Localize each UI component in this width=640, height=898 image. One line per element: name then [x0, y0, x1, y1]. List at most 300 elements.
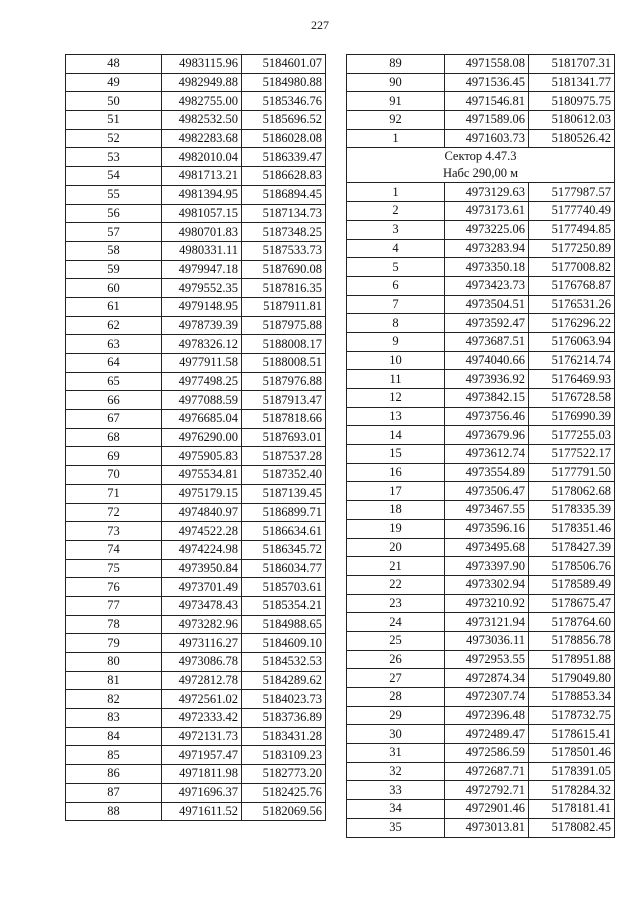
x-coordinate-cell: 4973504.51 — [445, 295, 529, 314]
x-coordinate-cell: 4977911.58 — [162, 354, 242, 373]
y-coordinate-cell: 5176728.58 — [529, 389, 615, 408]
x-coordinate-cell: 4973210.92 — [445, 594, 529, 613]
x-coordinate-cell: 4971811.98 — [162, 765, 242, 784]
point-number-cell: 67 — [66, 410, 162, 429]
x-coordinate-cell: 4973225.06 — [445, 220, 529, 239]
point-number-cell: 88 — [66, 802, 162, 821]
point-number-cell: 50 — [66, 92, 162, 111]
table-row — [347, 538, 615, 557]
table-row — [347, 111, 615, 130]
point-number-cell: 56 — [66, 204, 162, 223]
table-row — [66, 522, 326, 541]
y-coordinate-cell: 5183736.89 — [242, 709, 326, 728]
table-row — [66, 55, 326, 74]
table-row — [66, 765, 326, 784]
point-number-cell: 17 — [347, 482, 445, 501]
y-coordinate-cell: 5176063.94 — [529, 332, 615, 351]
point-number-cell: 57 — [66, 223, 162, 242]
x-coordinate-cell: 4973950.84 — [162, 559, 242, 578]
x-coordinate-cell: 4975905.83 — [162, 447, 242, 466]
point-number-cell: 64 — [66, 354, 162, 373]
point-number-cell: 84 — [66, 727, 162, 746]
x-coordinate-cell: 4973679.96 — [445, 426, 529, 445]
point-number-cell: 19 — [347, 519, 445, 538]
y-coordinate-cell: 5184980.88 — [242, 73, 326, 92]
point-number-cell: 65 — [66, 372, 162, 391]
table-row — [347, 445, 615, 464]
table-row — [347, 501, 615, 520]
y-coordinate-cell: 5186899.71 — [242, 503, 326, 522]
y-coordinate-cell: 5184023.73 — [242, 690, 326, 709]
x-coordinate-cell: 4973283.94 — [445, 239, 529, 258]
x-coordinate-cell: 4973478.43 — [162, 596, 242, 615]
x-coordinate-cell: 4972489.47 — [445, 725, 529, 744]
x-coordinate-cell: 4973173.61 — [445, 202, 529, 221]
table-row — [66, 727, 326, 746]
point-number-cell: 20 — [347, 538, 445, 557]
y-coordinate-cell: 5187818.66 — [242, 410, 326, 429]
table-row — [66, 634, 326, 653]
x-coordinate-cell: 4973116.27 — [162, 634, 242, 653]
point-number-cell: 22 — [347, 575, 445, 594]
table-row — [66, 297, 326, 316]
y-coordinate-cell: 5178732.75 — [529, 706, 615, 725]
x-coordinate-cell: 4979947.18 — [162, 260, 242, 279]
y-coordinate-cell: 5188008.17 — [242, 335, 326, 354]
x-coordinate-cell: 4983115.96 — [162, 55, 242, 74]
point-number-cell: 7 — [347, 295, 445, 314]
point-number-cell: 1 — [347, 129, 445, 148]
y-coordinate-cell: 5178764.60 — [529, 613, 615, 632]
x-coordinate-cell: 4972687.71 — [445, 762, 529, 781]
x-coordinate-cell: 4973397.90 — [445, 557, 529, 576]
point-number-cell: 60 — [66, 279, 162, 298]
x-coordinate-cell: 4973086.78 — [162, 653, 242, 672]
table-row — [66, 92, 326, 111]
y-coordinate-cell: 5178181.41 — [529, 800, 615, 819]
x-coordinate-cell: 4971611.52 — [162, 802, 242, 821]
table-row — [347, 800, 615, 819]
x-coordinate-cell: 4979148.95 — [162, 297, 242, 316]
table-row — [66, 615, 326, 634]
point-number-cell: 4 — [347, 239, 445, 258]
y-coordinate-cell: 5187533.73 — [242, 241, 326, 260]
y-coordinate-cell: 5178501.46 — [529, 744, 615, 763]
point-number-cell: 16 — [347, 463, 445, 482]
point-number-cell: 71 — [66, 484, 162, 503]
x-coordinate-cell: 4982949.88 — [162, 73, 242, 92]
x-coordinate-cell: 4980701.83 — [162, 223, 242, 242]
table-row — [66, 148, 326, 167]
point-number-cell: 77 — [66, 596, 162, 615]
table-row — [66, 653, 326, 672]
x-coordinate-cell: 4982532.50 — [162, 111, 242, 130]
table-row — [347, 295, 615, 314]
y-coordinate-cell: 5178082.45 — [529, 818, 615, 837]
x-coordinate-cell: 4973506.47 — [445, 482, 529, 501]
table-row — [347, 613, 615, 632]
x-coordinate-cell: 4971957.47 — [162, 746, 242, 765]
x-coordinate-cell: 4973756.46 — [445, 407, 529, 426]
point-number-cell: 51 — [66, 111, 162, 130]
y-coordinate-cell: 5178284.32 — [529, 781, 615, 800]
y-coordinate-cell: 5176214.74 — [529, 351, 615, 370]
table-row — [66, 316, 326, 335]
sector-heading — [347, 148, 615, 183]
y-coordinate-cell: 5186339.47 — [242, 148, 326, 167]
table-row — [66, 185, 326, 204]
table-row — [347, 202, 615, 221]
table-row — [66, 802, 326, 821]
y-coordinate-cell: 5185703.61 — [242, 578, 326, 597]
y-coordinate-cell: 5178335.39 — [529, 501, 615, 520]
x-coordinate-cell: 4973013.81 — [445, 818, 529, 837]
table-row — [66, 204, 326, 223]
point-number-cell: 14 — [347, 426, 445, 445]
point-number-cell: 79 — [66, 634, 162, 653]
table-row — [347, 239, 615, 258]
y-coordinate-cell: 5182425.76 — [242, 783, 326, 802]
point-number-cell: 3 — [347, 220, 445, 239]
y-coordinate-cell: 5187976.88 — [242, 372, 326, 391]
x-coordinate-cell: 4977498.25 — [162, 372, 242, 391]
x-coordinate-cell: 4974040.66 — [445, 351, 529, 370]
sector-heading-row — [347, 148, 615, 183]
point-number-cell: 26 — [347, 650, 445, 669]
point-number-cell: 48 — [66, 55, 162, 74]
x-coordinate-cell: 4974522.28 — [162, 522, 242, 541]
y-coordinate-cell: 5181707.31 — [529, 55, 615, 74]
point-number-cell: 1 — [347, 183, 445, 202]
y-coordinate-cell: 5181341.77 — [529, 73, 615, 92]
table-row — [347, 276, 615, 295]
x-coordinate-cell: 4971546.81 — [445, 92, 529, 111]
point-number-cell: 78 — [66, 615, 162, 634]
table-row — [66, 260, 326, 279]
x-coordinate-cell: 4976685.04 — [162, 410, 242, 429]
y-coordinate-cell: 5177494.85 — [529, 220, 615, 239]
x-coordinate-cell: 4972953.55 — [445, 650, 529, 669]
point-number-cell: 55 — [66, 185, 162, 204]
point-number-cell: 91 — [347, 92, 445, 111]
y-coordinate-cell: 5185346.76 — [242, 92, 326, 111]
x-coordinate-cell: 4973121.94 — [445, 613, 529, 632]
table-row — [66, 578, 326, 597]
table-row — [347, 370, 615, 389]
point-number-cell: 12 — [347, 389, 445, 408]
point-number-cell: 11 — [347, 370, 445, 389]
table-row — [66, 279, 326, 298]
x-coordinate-cell: 4976290.00 — [162, 428, 242, 447]
page-number: 227 — [311, 18, 329, 32]
y-coordinate-cell: 5184601.07 — [242, 55, 326, 74]
y-coordinate-cell: 5177255.03 — [529, 426, 615, 445]
y-coordinate-cell: 5178951.88 — [529, 650, 615, 669]
table-row — [347, 463, 615, 482]
x-coordinate-cell: 4981057.15 — [162, 204, 242, 223]
point-number-cell: 82 — [66, 690, 162, 709]
x-coordinate-cell: 4971696.37 — [162, 783, 242, 802]
x-coordinate-cell: 4972307.74 — [445, 688, 529, 707]
point-number-cell: 18 — [347, 501, 445, 520]
table-row — [66, 241, 326, 260]
coordinates-table-left — [65, 54, 326, 821]
point-number-cell: 24 — [347, 613, 445, 632]
point-number-cell: 49 — [66, 73, 162, 92]
sector-title: Сектор 4.47.3 — [444, 149, 517, 164]
x-coordinate-cell: 4973302.94 — [445, 575, 529, 594]
y-coordinate-cell: 5180612.03 — [529, 111, 615, 130]
point-number-cell: 35 — [347, 818, 445, 837]
table-row — [66, 596, 326, 615]
y-coordinate-cell: 5178675.47 — [529, 594, 615, 613]
point-number-cell: 75 — [66, 559, 162, 578]
x-coordinate-cell: 4973554.89 — [445, 463, 529, 482]
table-row — [347, 557, 615, 576]
x-coordinate-cell: 4982283.68 — [162, 129, 242, 148]
table-row — [347, 55, 615, 74]
y-coordinate-cell: 5187134.73 — [242, 204, 326, 223]
y-coordinate-cell: 5177740.49 — [529, 202, 615, 221]
x-coordinate-cell: 4981394.95 — [162, 185, 242, 204]
table-row — [347, 594, 615, 613]
point-number-cell: 73 — [66, 522, 162, 541]
x-coordinate-cell: 4973467.55 — [445, 501, 529, 520]
table-row — [66, 746, 326, 765]
x-coordinate-cell: 4973592.47 — [445, 314, 529, 333]
y-coordinate-cell: 5178062.68 — [529, 482, 615, 501]
table-row — [66, 391, 326, 410]
coordinates-table-right — [346, 54, 615, 838]
x-coordinate-cell: 4973701.49 — [162, 578, 242, 597]
point-number-cell: 58 — [66, 241, 162, 260]
point-number-cell: 23 — [347, 594, 445, 613]
point-number-cell: 2 — [347, 202, 445, 221]
x-coordinate-cell: 4972586.59 — [445, 744, 529, 763]
y-coordinate-cell: 5186028.08 — [242, 129, 326, 148]
table-row — [347, 762, 615, 781]
x-coordinate-cell: 4973423.73 — [445, 276, 529, 295]
y-coordinate-cell: 5178506.76 — [529, 557, 615, 576]
point-number-cell: 59 — [66, 260, 162, 279]
x-coordinate-cell: 4980331.11 — [162, 241, 242, 260]
point-number-cell: 86 — [66, 765, 162, 784]
y-coordinate-cell: 5178589.49 — [529, 575, 615, 594]
table-row — [347, 258, 615, 277]
table-row — [66, 410, 326, 429]
x-coordinate-cell: 4975534.81 — [162, 466, 242, 485]
table-row — [66, 690, 326, 709]
x-coordinate-cell: 4973612.74 — [445, 445, 529, 464]
point-number-cell: 87 — [66, 783, 162, 802]
point-number-cell: 61 — [66, 297, 162, 316]
table-row — [66, 783, 326, 802]
table-row — [347, 332, 615, 351]
table-row — [66, 671, 326, 690]
y-coordinate-cell: 5177250.89 — [529, 239, 615, 258]
point-number-cell: 92 — [347, 111, 445, 130]
y-coordinate-cell: 5176531.26 — [529, 295, 615, 314]
table-row — [347, 575, 615, 594]
table-row — [347, 220, 615, 239]
y-coordinate-cell: 5185354.21 — [242, 596, 326, 615]
x-coordinate-cell: 4972561.02 — [162, 690, 242, 709]
y-coordinate-cell: 5187348.25 — [242, 223, 326, 242]
point-number-cell: 54 — [66, 167, 162, 186]
table-row — [347, 389, 615, 408]
table-row — [347, 706, 615, 725]
x-coordinate-cell: 4982755.00 — [162, 92, 242, 111]
x-coordinate-cell: 4981713.21 — [162, 167, 242, 186]
table-row — [347, 183, 615, 202]
y-coordinate-cell: 5184609.10 — [242, 634, 326, 653]
x-coordinate-cell: 4973282.96 — [162, 615, 242, 634]
x-coordinate-cell: 4979552.35 — [162, 279, 242, 298]
y-coordinate-cell: 5187139.45 — [242, 484, 326, 503]
table-row — [347, 631, 615, 650]
sector-height: Набс 290,00 м — [442, 166, 519, 181]
point-number-cell: 72 — [66, 503, 162, 522]
point-number-cell: 30 — [347, 725, 445, 744]
point-number-cell: 53 — [66, 148, 162, 167]
point-number-cell: 62 — [66, 316, 162, 335]
y-coordinate-cell: 5186634.61 — [242, 522, 326, 541]
y-coordinate-cell: 5176296.22 — [529, 314, 615, 333]
table-row — [66, 559, 326, 578]
table-row — [347, 519, 615, 538]
table-row — [347, 725, 615, 744]
point-number-cell: 29 — [347, 706, 445, 725]
table-row — [347, 818, 615, 837]
table-row — [347, 482, 615, 501]
point-number-cell: 80 — [66, 653, 162, 672]
x-coordinate-cell: 4973350.18 — [445, 258, 529, 277]
x-coordinate-cell: 4973495.68 — [445, 538, 529, 557]
table-row — [347, 669, 615, 688]
table-row — [347, 351, 615, 370]
y-coordinate-cell: 5176768.87 — [529, 276, 615, 295]
y-coordinate-cell: 5176469.93 — [529, 370, 615, 389]
x-coordinate-cell: 4973129.63 — [445, 183, 529, 202]
y-coordinate-cell: 5187537.28 — [242, 447, 326, 466]
y-coordinate-cell: 5184988.65 — [242, 615, 326, 634]
y-coordinate-cell: 5186894.45 — [242, 185, 326, 204]
y-coordinate-cell: 5184289.62 — [242, 671, 326, 690]
point-number-cell: 15 — [347, 445, 445, 464]
y-coordinate-cell: 5184532.53 — [242, 653, 326, 672]
x-coordinate-cell: 4972874.34 — [445, 669, 529, 688]
point-number-cell: 69 — [66, 447, 162, 466]
y-coordinate-cell: 5178856.78 — [529, 631, 615, 650]
y-coordinate-cell: 5187975.88 — [242, 316, 326, 335]
x-coordinate-cell: 4973596.16 — [445, 519, 529, 538]
y-coordinate-cell: 5187911.81 — [242, 297, 326, 316]
point-number-cell: 31 — [347, 744, 445, 763]
point-number-cell: 21 — [347, 557, 445, 576]
x-coordinate-cell: 4973842.15 — [445, 389, 529, 408]
y-coordinate-cell: 5177008.82 — [529, 258, 615, 277]
x-coordinate-cell: 4972131.73 — [162, 727, 242, 746]
y-coordinate-cell: 5180526.42 — [529, 129, 615, 148]
y-coordinate-cell: 5182069.56 — [242, 802, 326, 821]
table-row — [66, 223, 326, 242]
point-number-cell: 89 — [347, 55, 445, 74]
table-row — [347, 314, 615, 333]
y-coordinate-cell: 5178853.34 — [529, 688, 615, 707]
y-coordinate-cell: 5178391.05 — [529, 762, 615, 781]
table-row — [66, 428, 326, 447]
point-number-cell: 25 — [347, 631, 445, 650]
point-number-cell: 85 — [66, 746, 162, 765]
table-row — [66, 129, 326, 148]
point-number-cell: 63 — [66, 335, 162, 354]
point-number-cell: 5 — [347, 258, 445, 277]
table-row — [347, 781, 615, 800]
point-number-cell: 8 — [347, 314, 445, 333]
table-row — [66, 73, 326, 92]
table-row — [66, 335, 326, 354]
table-row — [66, 503, 326, 522]
point-number-cell: 10 — [347, 351, 445, 370]
table-row — [66, 709, 326, 728]
table-row — [66, 447, 326, 466]
x-coordinate-cell: 4978326.12 — [162, 335, 242, 354]
point-number-cell: 33 — [347, 781, 445, 800]
table-row — [347, 688, 615, 707]
point-number-cell: 90 — [347, 73, 445, 92]
point-number-cell: 81 — [66, 671, 162, 690]
y-coordinate-cell: 5179049.80 — [529, 669, 615, 688]
table-row — [66, 111, 326, 130]
point-number-cell: 66 — [66, 391, 162, 410]
y-coordinate-cell: 5186628.83 — [242, 167, 326, 186]
point-number-cell: 13 — [347, 407, 445, 426]
table-row — [66, 372, 326, 391]
y-coordinate-cell: 5177987.57 — [529, 183, 615, 202]
y-coordinate-cell: 5187352.40 — [242, 466, 326, 485]
y-coordinate-cell: 5178615.41 — [529, 725, 615, 744]
point-number-cell: 83 — [66, 709, 162, 728]
x-coordinate-cell: 4972901.46 — [445, 800, 529, 819]
point-number-cell: 52 — [66, 129, 162, 148]
x-coordinate-cell: 4974840.97 — [162, 503, 242, 522]
table-row — [347, 73, 615, 92]
y-coordinate-cell: 5187816.35 — [242, 279, 326, 298]
x-coordinate-cell: 4973936.92 — [445, 370, 529, 389]
table-row — [347, 744, 615, 763]
y-coordinate-cell: 5180975.75 — [529, 92, 615, 111]
y-coordinate-cell: 5178427.39 — [529, 538, 615, 557]
x-coordinate-cell: 4972812.78 — [162, 671, 242, 690]
point-number-cell: 32 — [347, 762, 445, 781]
x-coordinate-cell: 4971558.08 — [445, 55, 529, 74]
table-row — [347, 426, 615, 445]
y-coordinate-cell: 5177791.50 — [529, 463, 615, 482]
x-coordinate-cell: 4977088.59 — [162, 391, 242, 410]
table-row — [347, 650, 615, 669]
point-number-cell: 70 — [66, 466, 162, 485]
point-number-cell: 27 — [347, 669, 445, 688]
x-coordinate-cell: 4971603.73 — [445, 129, 529, 148]
y-coordinate-cell: 5187693.01 — [242, 428, 326, 447]
y-coordinate-cell: 5178351.46 — [529, 519, 615, 538]
x-coordinate-cell: 4978739.39 — [162, 316, 242, 335]
x-coordinate-cell: 4975179.15 — [162, 484, 242, 503]
table-row — [347, 129, 615, 148]
y-coordinate-cell: 5182773.20 — [242, 765, 326, 784]
table-row — [66, 540, 326, 559]
x-coordinate-cell: 4974224.98 — [162, 540, 242, 559]
